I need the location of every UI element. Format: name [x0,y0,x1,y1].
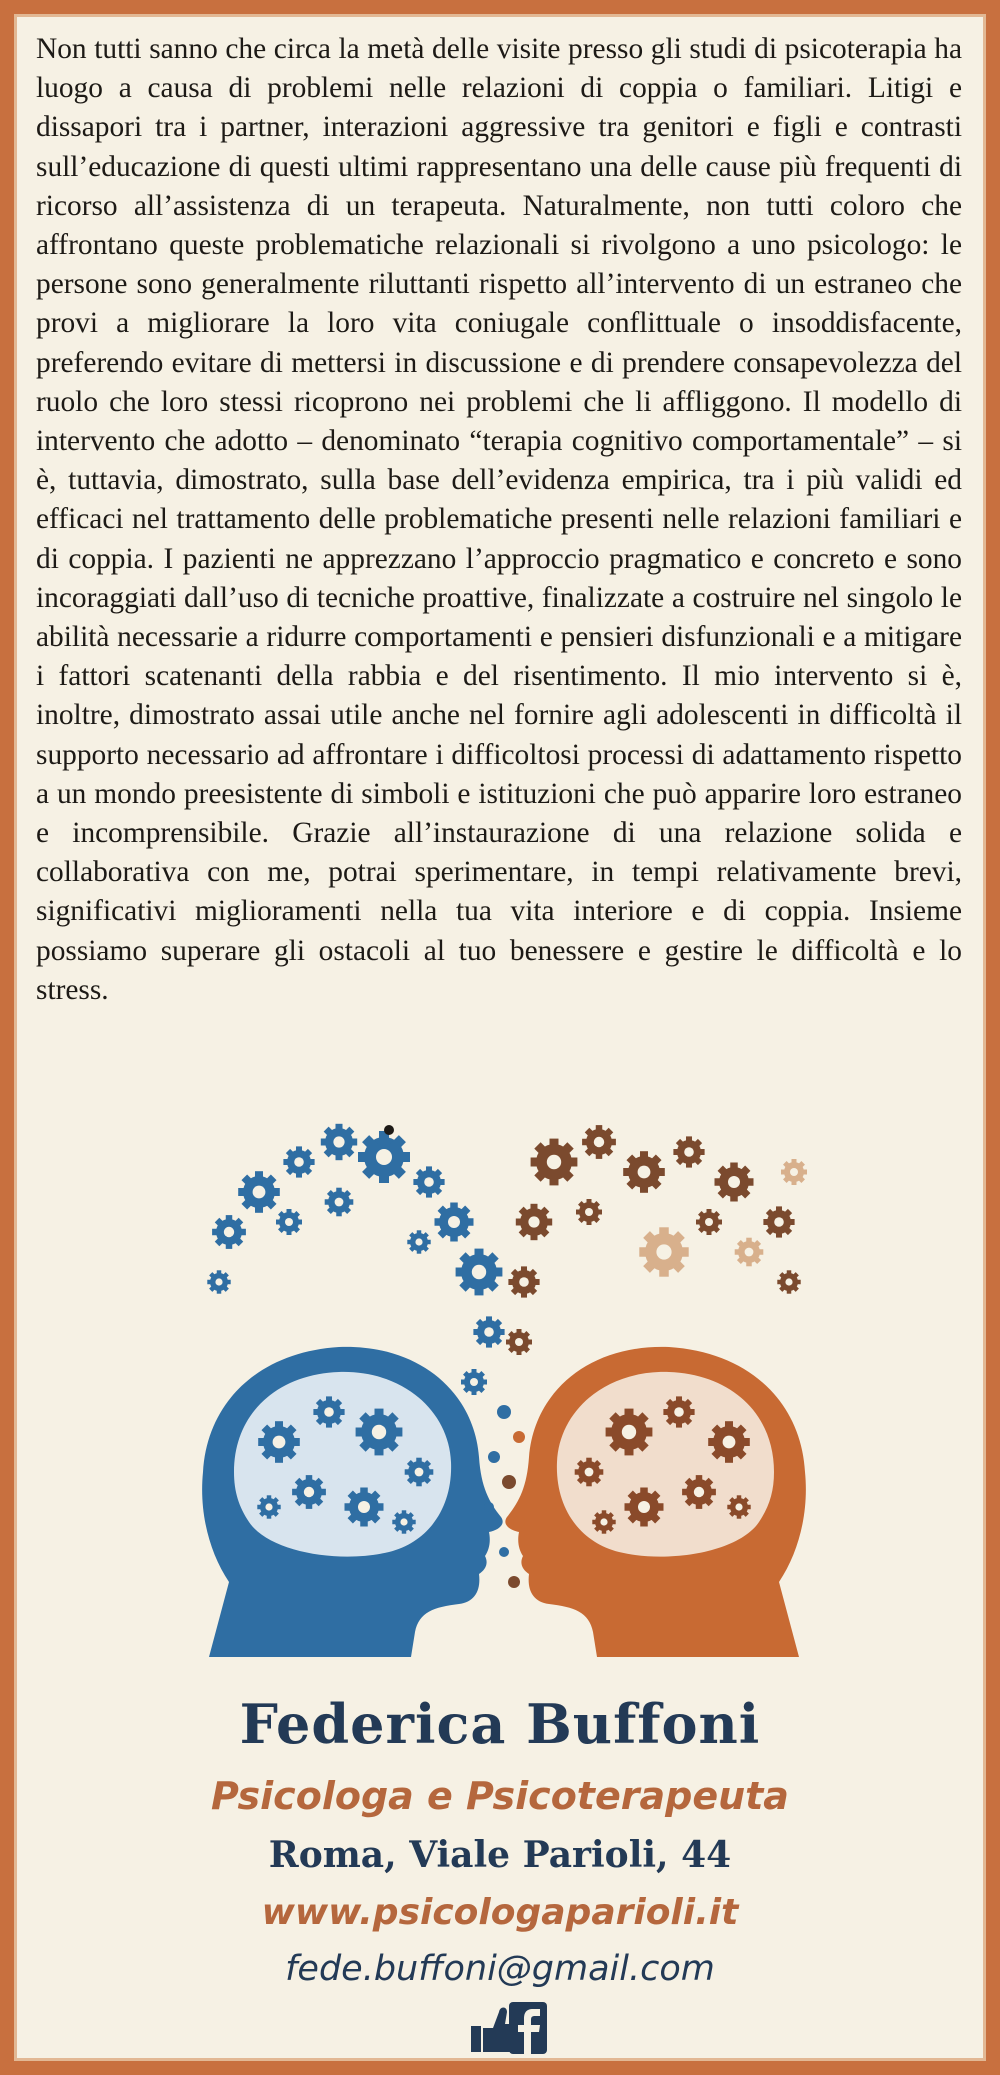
page-frame [14,14,986,2061]
author-name: Federica Buffoni [239,1692,761,1756]
email-link: fede.buffoni@gmail.com [285,1949,715,1989]
author-title: Psicologa e Psicoterapeuta [211,1774,789,1818]
office-address: Roma, Viale Parioli, 44 [268,1834,732,1876]
article-text: Non tutti sanno che circa la metà delle visite presso gli studi di psicoterapia ha luogo a causa di problemi nelle relazioni di coppia o familiari. Litigi e dissapori tra i partner, interazioni aggressive tra genitori e figli e contrasti sull’educazione di questi ultimi rappresentano una delle cause più frequenti di ricorso all’assistenza di un terapeuta. Naturalmente, non tutti coloro che affrontano queste problematiche relazionali si rivolgono a uno psicologo: le persone sono generalmente riluttanti rispetto all’intervento di un estraneo che provi a migliorare la loro vita coniugale conflittuale o insoddisfacente, preferendo evitare di mettersi in discussione e di prendere consapevolezza del ruolo che loro stessi ricoprono nei problemi che li affliggono. Il modello di intervento che adotto – denominato “terapia cognitivo comportamentale” – si è, tuttavia, dimostrato, sulla base dell’evidenza empirica, tra i più validi ed efficaci nel trattamento delle problematiche presenti nelle relazioni familiari e di coppia. I pazienti ne apprezzano l’approccio pragmatico e concreto e sono incoraggiati dall’uso di tecniche proattive, finalizzate a costruire nel singolo le abilità necessarie a ridurre comportamenti e pensieri disfunzionali e a mitigare i fattori scatenanti della rabbia e del risentimento. Il mio intervento si è, inoltre, dimostrato assai utile anche nel fornire agli adolescenti in difficoltà il supporto necessario ad affrontare i difficoltosi processi di adattamento rispetto a un mondo preesistente di simboli e istituzioni che può apparire loro estraneo e incomprensibile. Grazie all’instaurazione di una relazione solida e collaborativa con me, potrai sperimentare, in tempi relativamente brevi, significativi miglioramenti nella tua vita interiore e di coppia. Insieme possiamo superare gli ostacoli al tuo benessere e gestire le difficoltà e lo stress. [36,33,962,1006]
two-heads-gears-illustration [189,1112,819,1672]
facebook-like-icon [469,1998,549,2056]
website-link: www.psicologaparioli.it [261,1892,739,1933]
